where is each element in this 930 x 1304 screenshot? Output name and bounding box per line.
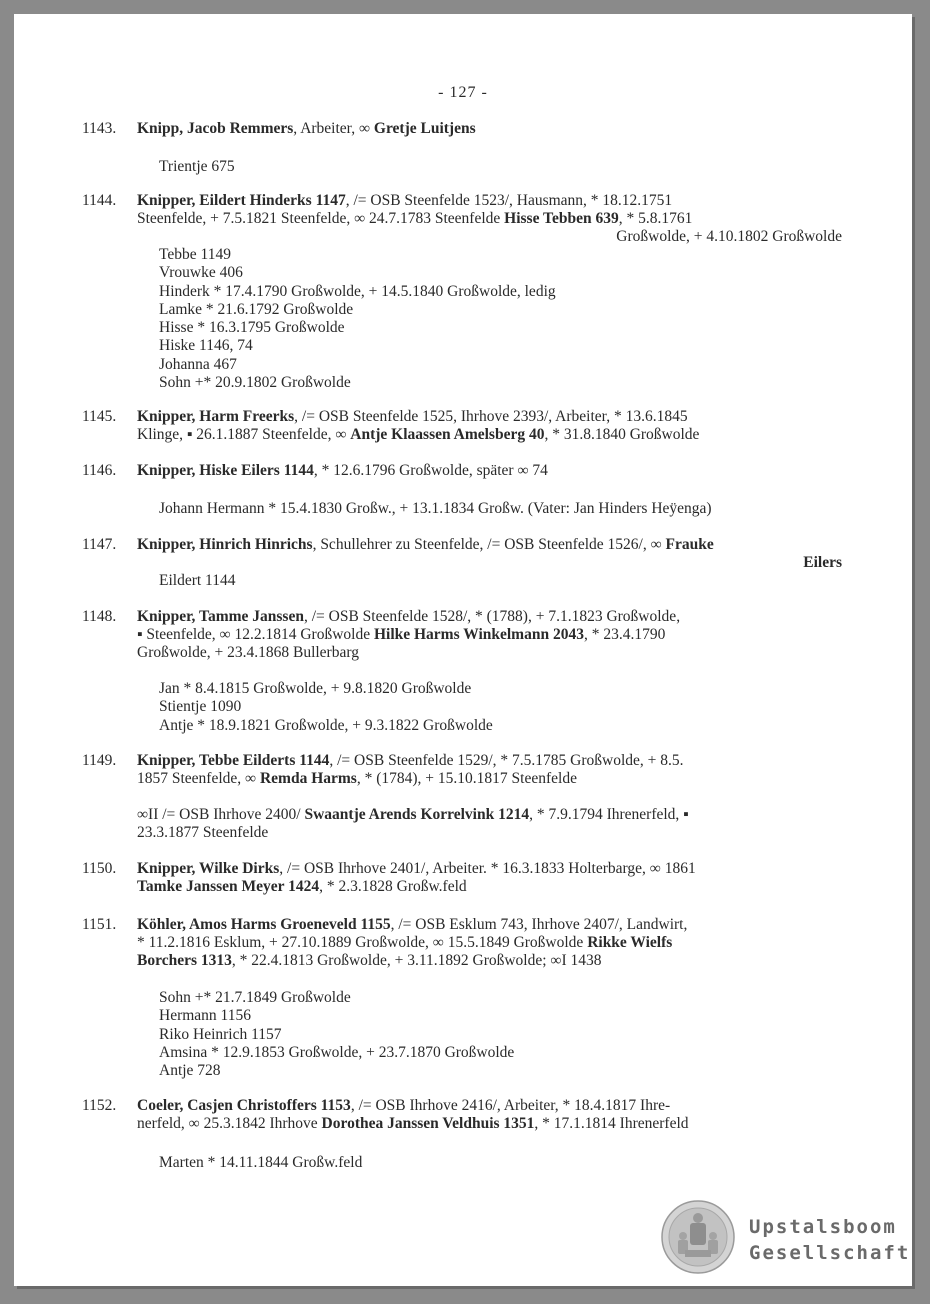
- entry-text: Knipper, Tamme Janssen, /= OSB Steenfelde 1528/, * (1788), + 7.1.1823 Großwolde,: [137, 608, 681, 625]
- child-line: Tebbe 1149: [159, 246, 231, 263]
- children-list: [159, 246, 556, 392]
- entry-text: * 11.2.1816 Esklum, + 27.10.1889 Großwolde, ∞ 15.5.1849 Großwolde Rikke Wielfs: [137, 934, 673, 951]
- entry-text: Steenfelde, + 7.5.1821 Steenfelde, ∞ 24.7.1783 Steenfelde Hisse Tebben 639, * 5.8.1761: [137, 210, 693, 227]
- entry-number: 1149.: [82, 752, 117, 769]
- page-number: - 127 -: [438, 84, 488, 101]
- entry-text: Großwolde, + 23.4.1868 Bullerbarg: [137, 644, 359, 661]
- child-line: Johanna 467: [159, 355, 237, 373]
- entry-number: 1144.: [82, 192, 117, 209]
- entry-1150: [82, 860, 842, 896]
- document-page: [14, 14, 912, 1286]
- child-line: Hermann 1156: [159, 1007, 251, 1025]
- child-line: Sohn +* 20.9.1802 Großwolde: [159, 374, 351, 392]
- entry-text: Klinge, ▪ 26.1.1887 Steenfelde, ∞ Antje Klaassen Amelsberg 40, * 31.8.1840 Großwolde: [137, 426, 700, 443]
- child-line: Vrouwke 406: [159, 264, 243, 282]
- children-list: [159, 989, 514, 1080]
- entry-1145: [82, 408, 842, 444]
- logo-line-2: Gesellschaft: [749, 1242, 911, 1264]
- logo-line-1: Upstalsboom: [749, 1216, 897, 1238]
- child-line: Lamke * 21.6.1792 Großwolde: [159, 300, 354, 318]
- child-line: Riko Heinrich 1157: [159, 1025, 282, 1043]
- entry-text: Großwolde, + 4.10.1802 Großwolde: [616, 228, 842, 245]
- entry-text: Köhler, Amos Harms Groeneveld 1155, /= OSB Esklum 743, Ihrhove 2407/, Landwirt,: [137, 916, 688, 933]
- entry-1149-marriage-2: [82, 806, 842, 842]
- child-line: Eildert 1144: [159, 572, 236, 589]
- entry-1149: [82, 752, 842, 788]
- entry-text: Knipper, Wilke Dirks, /= OSB Ihrhove 2401/, Arbeiter. * 16.3.1833 Holterbarge, ∞ 1861: [137, 860, 696, 877]
- entry-1146: [82, 462, 842, 480]
- entry-text: Knipper, Tebbe Eilderts 1144, /= OSB Steenfelde 1529/, * 7.5.1785 Großwolde, + 8.5.: [137, 752, 684, 769]
- children-list: [159, 680, 493, 735]
- child-line: Marten * 14.11.1844 Großw.feld: [159, 1154, 363, 1171]
- entry-text: Knipper, Hiske Eilers 1144, * 12.6.1796 Großwolde, später ∞ 74: [137, 462, 548, 479]
- entry-text: nerfeld, ∞ 25.3.1842 Ihrhove Dorothea Janssen Veldhuis 1351, * 17.1.1814 Ihrenerfeld: [137, 1115, 689, 1132]
- entry-number: 1146.: [82, 462, 117, 479]
- entry-text: Eilers: [803, 554, 842, 571]
- entry-text: 1857 Steenfelde, ∞ Remda Harms, * (1784), + 15.10.1817 Steenfelde: [137, 770, 577, 787]
- entry-1151: [82, 916, 842, 970]
- entry-number: 1152.: [82, 1097, 117, 1114]
- seal-logo-icon: [661, 1200, 735, 1274]
- entry-number: 1145.: [82, 408, 117, 425]
- entry-text: ▪ Steenfelde, ∞ 12.2.1814 Großwolde Hilke Harms Winkelmann 2043, * 23.4.1790: [137, 626, 666, 643]
- child-line: Sohn +* 21.7.1849 Großwolde: [159, 989, 351, 1006]
- entry-number: 1143.: [82, 120, 117, 137]
- child-line: Antje 728: [159, 1062, 221, 1080]
- entry-number: 1147.: [82, 536, 117, 553]
- child-line: Hisse * 16.3.1795 Großwolde: [159, 319, 345, 337]
- entry-text: Knipper, Hinrich Hinrichs, Schullehrer zu Steenfelde, /= OSB Steenfelde 1526/, ∞ Frauke: [137, 536, 714, 553]
- entry-1148: [82, 608, 842, 662]
- child-line: Jan * 8.4.1815 Großwolde, + 9.8.1820 Großwolde: [159, 680, 472, 697]
- entry-1152: [82, 1097, 842, 1133]
- entry-1144: [82, 192, 842, 246]
- child-line: Hiske 1146, 74: [159, 337, 253, 355]
- entry-text: ∞II /= OSB Ihrhove 2400/ Swaantje Arends Korrelvink 1214, * 7.9.1794 Ihrenerfeld, ▪: [137, 806, 689, 823]
- child-line: Antje * 18.9.1821 Großwolde, + 9.3.1822 Großwolde: [159, 716, 493, 734]
- entry-text: Borchers 1313, * 22.4.1813 Großwolde, + 3.11.1892 Großwolde; ∞I 1438: [137, 952, 602, 969]
- child-line: Hinderk * 17.4.1790 Großwolde, + 14.5.1840 Großwolde, ledig: [159, 282, 556, 300]
- entry-text: Coeler, Casjen Christoffers 1153, /= OSB Ihrhove 2416/, Arbeiter, * 18.4.1817 Ihre-: [137, 1097, 671, 1114]
- child-line: Trientje 675: [159, 158, 235, 175]
- entry-text: 23.3.1877 Steenfelde: [137, 824, 269, 841]
- entry-text: Knipp, Jacob Remmers, Arbeiter, ∞ Gretje Luitjens: [137, 120, 476, 137]
- entry-1143: [82, 120, 842, 138]
- entry-text: Knipper, Harm Freerks, /= OSB Steenfelde 1525, Ihrhove 2393/, Arbeiter, * 13.6.1845: [137, 408, 688, 425]
- child-line: Stientje 1090: [159, 698, 242, 716]
- entry-number: 1148.: [82, 608, 117, 625]
- entry-1147: [82, 536, 842, 572]
- child-line: Johann Hermann * 15.4.1830 Großw., + 13.1.1834 Großw. (Vater: Jan Hinders Heÿenga): [159, 500, 712, 517]
- entry-number: 1151.: [82, 916, 117, 933]
- entry-text: Knipper, Eildert Hinderks 1147, /= OSB Steenfelde 1523/, Hausmann, * 18.12.1751: [137, 192, 673, 209]
- entry-text: Tamke Janssen Meyer 1424, * 2.3.1828 Großw.feld: [137, 878, 467, 895]
- entry-number: 1150.: [82, 860, 117, 877]
- child-line: Amsina * 12.9.1853 Großwolde, + 23.7.1870 Großwolde: [159, 1043, 515, 1061]
